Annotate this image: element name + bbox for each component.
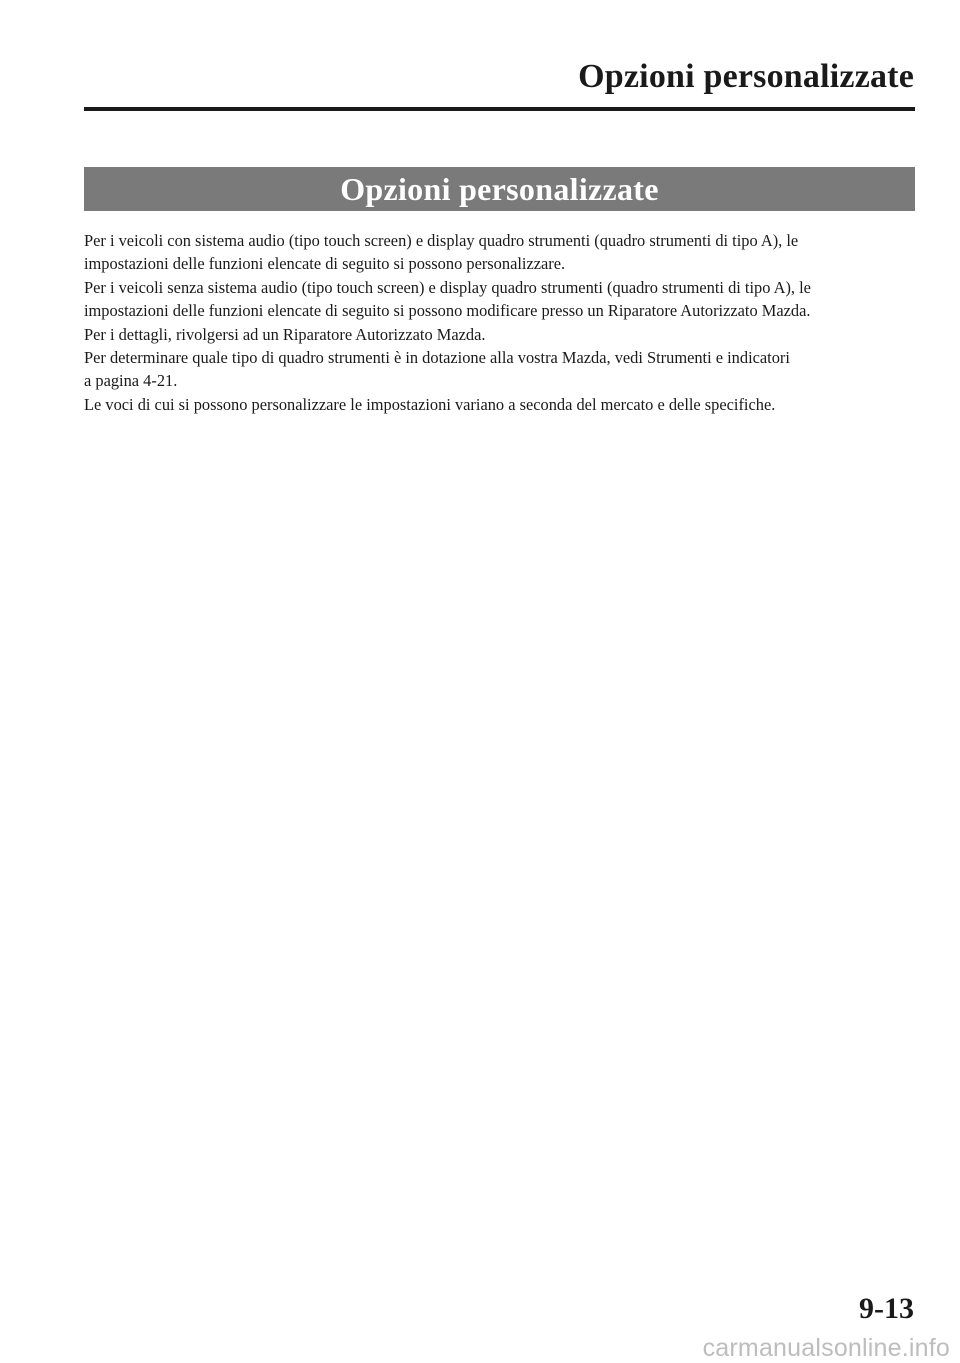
section-banner: [84, 167, 915, 211]
body-text: [84, 229, 914, 416]
body-line: impostazioni delle funzioni elencate di seguito si possono personalizzare.: [84, 254, 566, 274]
section-title: Opzioni personalizzate: [340, 170, 659, 207]
body-line: impostazioni delle funzioni elencate di seguito si possono modificare presso un Riparatore Autorizzato Mazda.: [84, 301, 811, 321]
body-line: Per i dettagli, rivolgersi ad un Riparatore Autorizzato Mazda.: [84, 324, 486, 344]
watermark: carmanualsonline.info: [702, 1334, 950, 1362]
body-line: Per i veicoli con sistema audio (tipo touch screen) e display quadro strumenti (quadro strumenti di tipo A), le: [84, 231, 799, 250]
body-line: Per i veicoli senza sistema audio (tipo touch screen) e display quadro strumenti (quadro strumenti di tipo A), le: [84, 277, 811, 297]
body-line: Per determinare quale tipo di quadro strumenti è in dotazione alla vostra Mazda, vedi Strumenti e indicatori: [84, 348, 790, 368]
body-line: Le voci di cui si possono personalizzare le impostazioni variano a seconda del mercato e delle specifiche.: [84, 394, 776, 414]
header-rule: [84, 107, 915, 111]
running-header-title: Opzioni personalizzate: [578, 58, 914, 95]
page-number: 9-13: [859, 1292, 914, 1325]
body-line: a pagina 4-21.: [84, 371, 178, 391]
